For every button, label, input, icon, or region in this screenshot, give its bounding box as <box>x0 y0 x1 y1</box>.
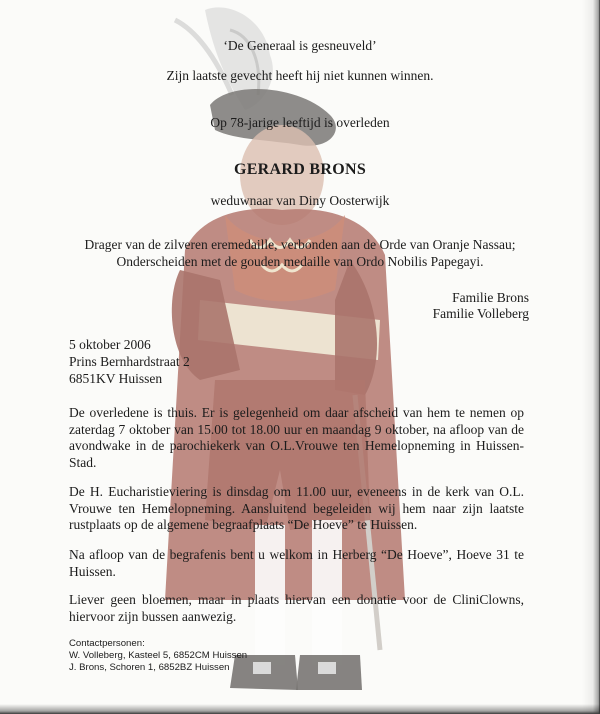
address-street: Prins Bernhardstraat 2 <box>69 354 190 369</box>
contact-line-2: J. Brons, Schoren 1, 6852BZ Huissen <box>69 662 230 673</box>
opening-quote: ‘De Generaal is gesneuveld’ <box>223 38 377 53</box>
spouse-line: weduwnaar van Diny Oosterwijk <box>210 193 390 208</box>
deceased-name: GERARD BRONS <box>233 161 367 178</box>
address-date: 5 oktober 2006 <box>69 337 151 352</box>
mass-paragraph: De H. Eucharistieviering is dinsdag om 11.00 uur, eveneens in de kerk van O.L. Vrouwe ten Hemelopneming. Aansluitend begeleiden wij hem naar zijn laatste rustplaats op de algemene begraafplaats “De Hoeve” te Huissen. <box>69 484 524 533</box>
donation-paragraph: Liever geen bloemen, maar in plaats hiervan een donatie voor de CliniClowns, hiervoor zijn bussen aanwezig. <box>69 592 524 624</box>
honor-line-1: Drager van de zilveren eremedaille, verbonden aan de Orde van Oranje Nassau; <box>84 237 516 252</box>
honor-line-2: Onderscheiden met de gouden medaille van Ordo Nobilis Papegayi. <box>116 254 484 269</box>
intro-line: Zijn laatste gevecht heeft hij niet kunnen winnen. <box>166 68 434 83</box>
scan-edge-bottom <box>0 704 600 714</box>
contacts-title: Contactpersonen: <box>69 638 145 649</box>
age-line: Op 78-jarige leeftijd is overleden <box>210 115 390 130</box>
family-volleberg: Familie Volleberg <box>432 306 529 321</box>
contact-line-1: W. Volleberg, Kasteel 5, 6852CM Huissen <box>69 650 248 661</box>
family-brons: Familie Brons <box>452 290 529 305</box>
reception-paragraph: Na afloop van de begrafenis bent u welkom in Herberg “De Hoeve”, Hoeve 31 te Huissen. <box>69 547 524 579</box>
scan-edge-right <box>582 0 600 714</box>
address-city: 6851KV Huissen <box>69 371 163 386</box>
viewing-paragraph: De overledene is thuis. Er is gelegenheid om daar afscheid van hem te nemen op zaterdag 7 oktober van 15.00 tot 18.00 uur en maandag 9 oktober, na afloop van de avondwake in de parochiekerk van O.L.Vrouwe ten Hemelopneming in Huissen-Stad. <box>69 405 524 470</box>
